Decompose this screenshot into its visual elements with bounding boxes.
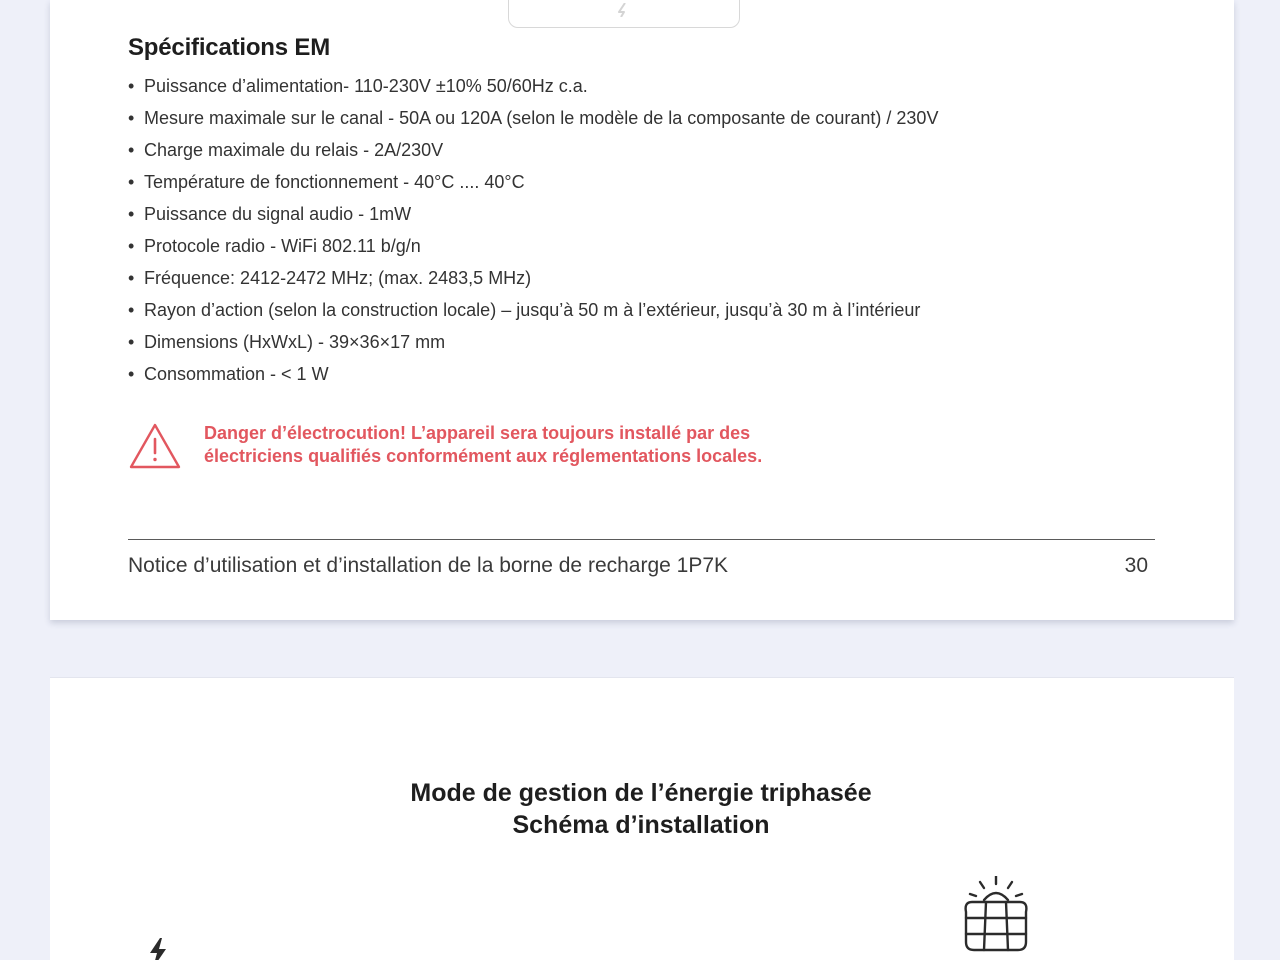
lightning-bolt-icon [146,938,170,960]
spec-item: • Dimensions (HxWxL) - 39×36×17 mm [128,326,938,358]
page-number: 30 [1124,554,1148,577]
diagram-title-line-1: Mode de gestion de l’énergie triphasée [410,779,872,807]
spec-section-title: Spécifications EM [128,34,330,61]
spec-item: • Mesure maximale sur le canal - 50A ou 120A (selon le modèle de la composante de courant) / 230V [128,102,938,134]
document-page-30 [50,0,1234,620]
warning-line-1: Danger d’électrocution! L’appareil sera toujours installé par des [204,423,751,443]
spec-item: • Puissance du signal audio - 1mW [128,198,938,230]
electrocution-warning [128,422,928,474]
diagram-title-line-2: Schéma d’installation [512,811,770,839]
lightning-bolt-icon [613,3,635,17]
warning-line-2: électriciens qualifiés conformément aux réglementations locales. [204,446,763,466]
spec-item: • Puissance d’alimentation- 110-230V ±10% 50/60Hz c.a. [128,70,938,102]
previous-page-figure-edge [508,0,740,28]
footer-divider [128,539,1155,540]
spec-item: • Rayon d’action (selon la construction locale) – jusqu’à 50 m à l’extérieur, jusqu’à 30 m à l’intérieur [128,294,938,326]
spec-list [128,70,938,390]
spec-item: • Température de fonctionnement - 40°C .... 40°C [128,166,938,198]
footer-document-title: Notice d’utilisation et d’installation de la borne de recharge 1P7K [128,554,729,577]
spec-item: • Fréquence: 2412-2472 MHz; (max. 2483,5 MHz) [128,262,938,294]
solar-panel-icon [962,876,1030,956]
document-page-31 [50,677,1234,960]
spec-item: • Consommation - < 1 W [128,358,938,390]
warning-triangle-icon [128,422,182,470]
warning-text [204,422,904,468]
diagram-title [350,777,932,841]
spec-item: • Protocole radio - WiFi 802.11 b/g/n [128,230,938,262]
spec-item: • Charge maximale du relais - 2A/230V [128,134,938,166]
